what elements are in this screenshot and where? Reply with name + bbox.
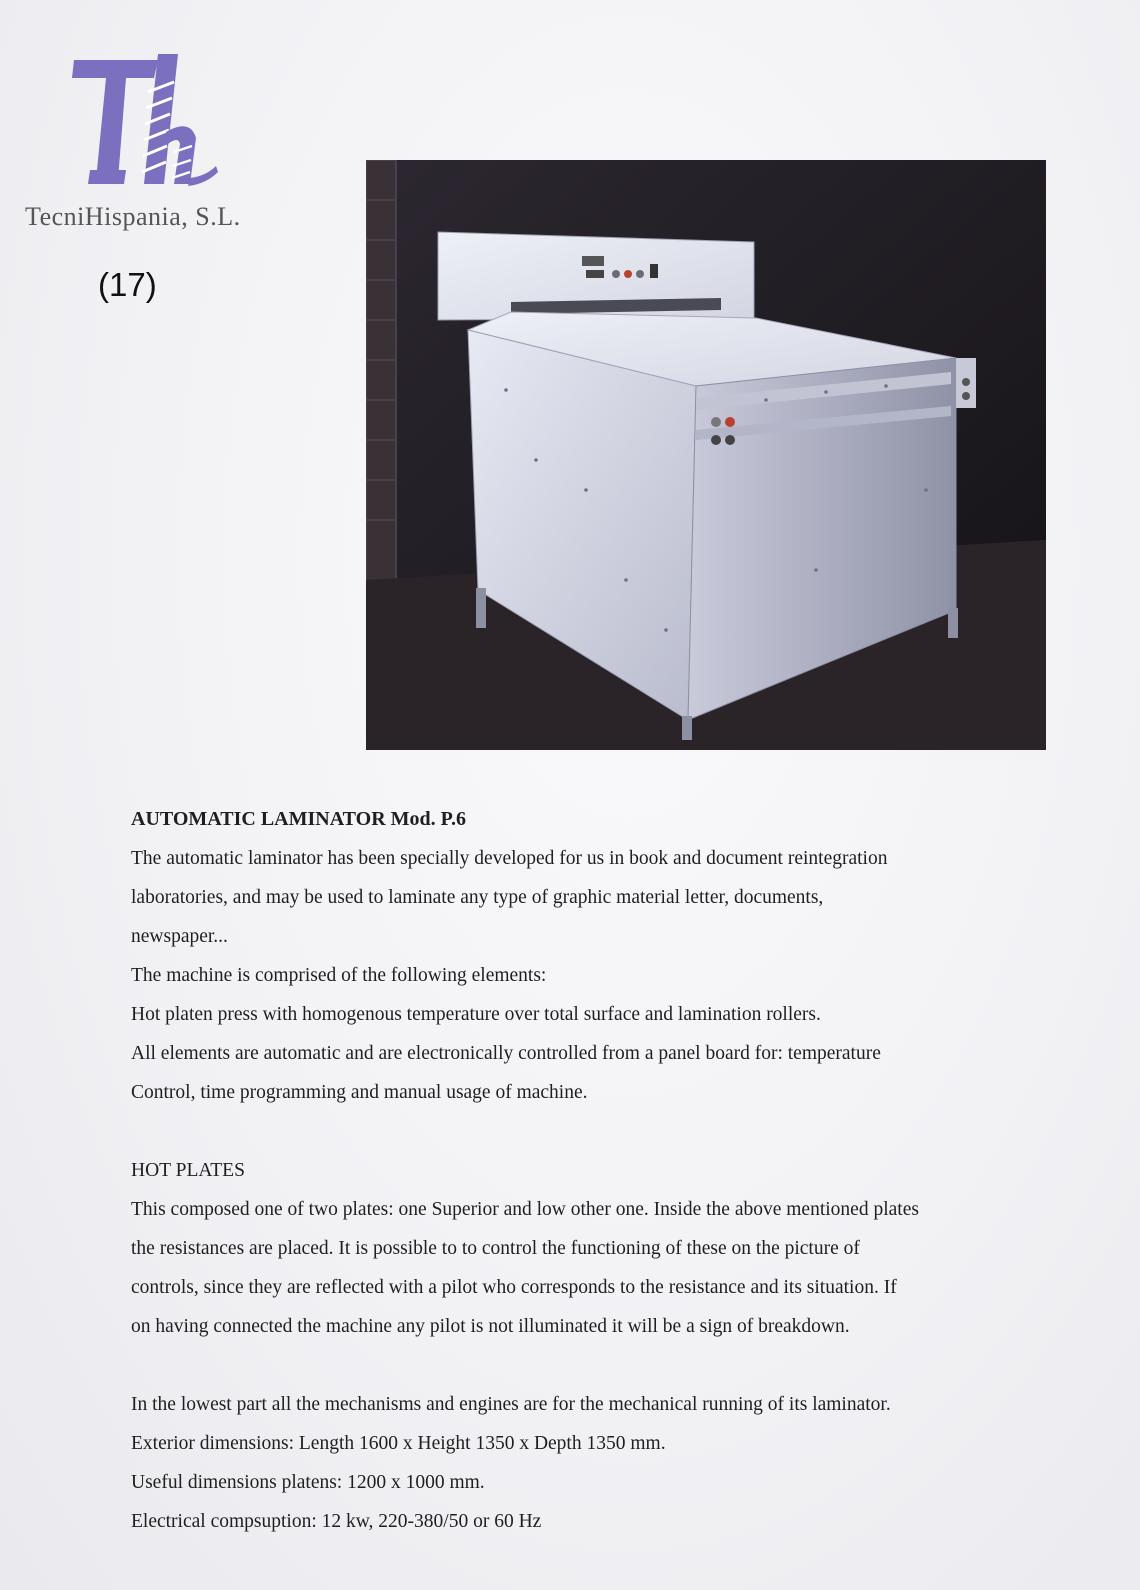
spec-line: Electrical compsuption: 12 kw, 220-380/50 or 60 Hz bbox=[131, 1511, 542, 1532]
hot-plates-heading: HOT PLATES bbox=[131, 1160, 245, 1181]
product-title: AUTOMATIC LAMINATOR Mod. P.6 bbox=[131, 808, 467, 830]
hot-plates-line: on having connected the machine any pilot is not illuminated it will be a sign of breakdown. bbox=[131, 1316, 850, 1337]
document-body bbox=[131, 800, 1051, 1541]
intro-line: The machine is comprised of the following elements: bbox=[131, 965, 547, 986]
spec-line: Exterior dimensions: Length 1600 x Height 1350 x Depth 1350 mm. bbox=[131, 1433, 666, 1454]
page-number: (17) bbox=[98, 266, 157, 303]
hot-plates-line: This composed one of two plates: one Superior and low other one. Inside the above mentioned plates bbox=[131, 1199, 919, 1220]
th-monogram-icon bbox=[66, 52, 226, 192]
intro-line: Hot platen press with homogenous temperature over total surface and lamination rollers. bbox=[131, 1004, 821, 1025]
intro-line: Control, time programming and manual usage of machine. bbox=[131, 1082, 588, 1103]
spec-line: In the lowest part all the mechanisms and engines are for the mechanical running of its laminator. bbox=[131, 1394, 891, 1415]
spec-line: Useful dimensions platens: 1200 x 1000 mm. bbox=[131, 1472, 485, 1493]
spacer bbox=[131, 1346, 1051, 1385]
intro-line: laboratories, and may be used to laminate any type of graphic material letter, documents, bbox=[131, 887, 824, 908]
company-logo bbox=[66, 52, 226, 192]
intro-line: newspaper... bbox=[131, 926, 228, 947]
machine-photo bbox=[366, 160, 1046, 750]
hot-plates-line: controls, since they are reflected with a pilot who corresponds to the resistance and its situation. If bbox=[131, 1277, 897, 1298]
intro-line: All elements are automatic and are electronically controlled from a panel board for: temperature bbox=[131, 1043, 881, 1064]
hot-plates-line: the resistances are placed. It is possible to to control the functioning of these on the picture of bbox=[131, 1238, 860, 1259]
company-name: TecniHispania, S.L. bbox=[25, 202, 241, 231]
intro-line: The automatic laminator has been specially developed for us in book and document reintegration bbox=[131, 848, 888, 869]
laminator-illustration bbox=[366, 160, 1046, 750]
